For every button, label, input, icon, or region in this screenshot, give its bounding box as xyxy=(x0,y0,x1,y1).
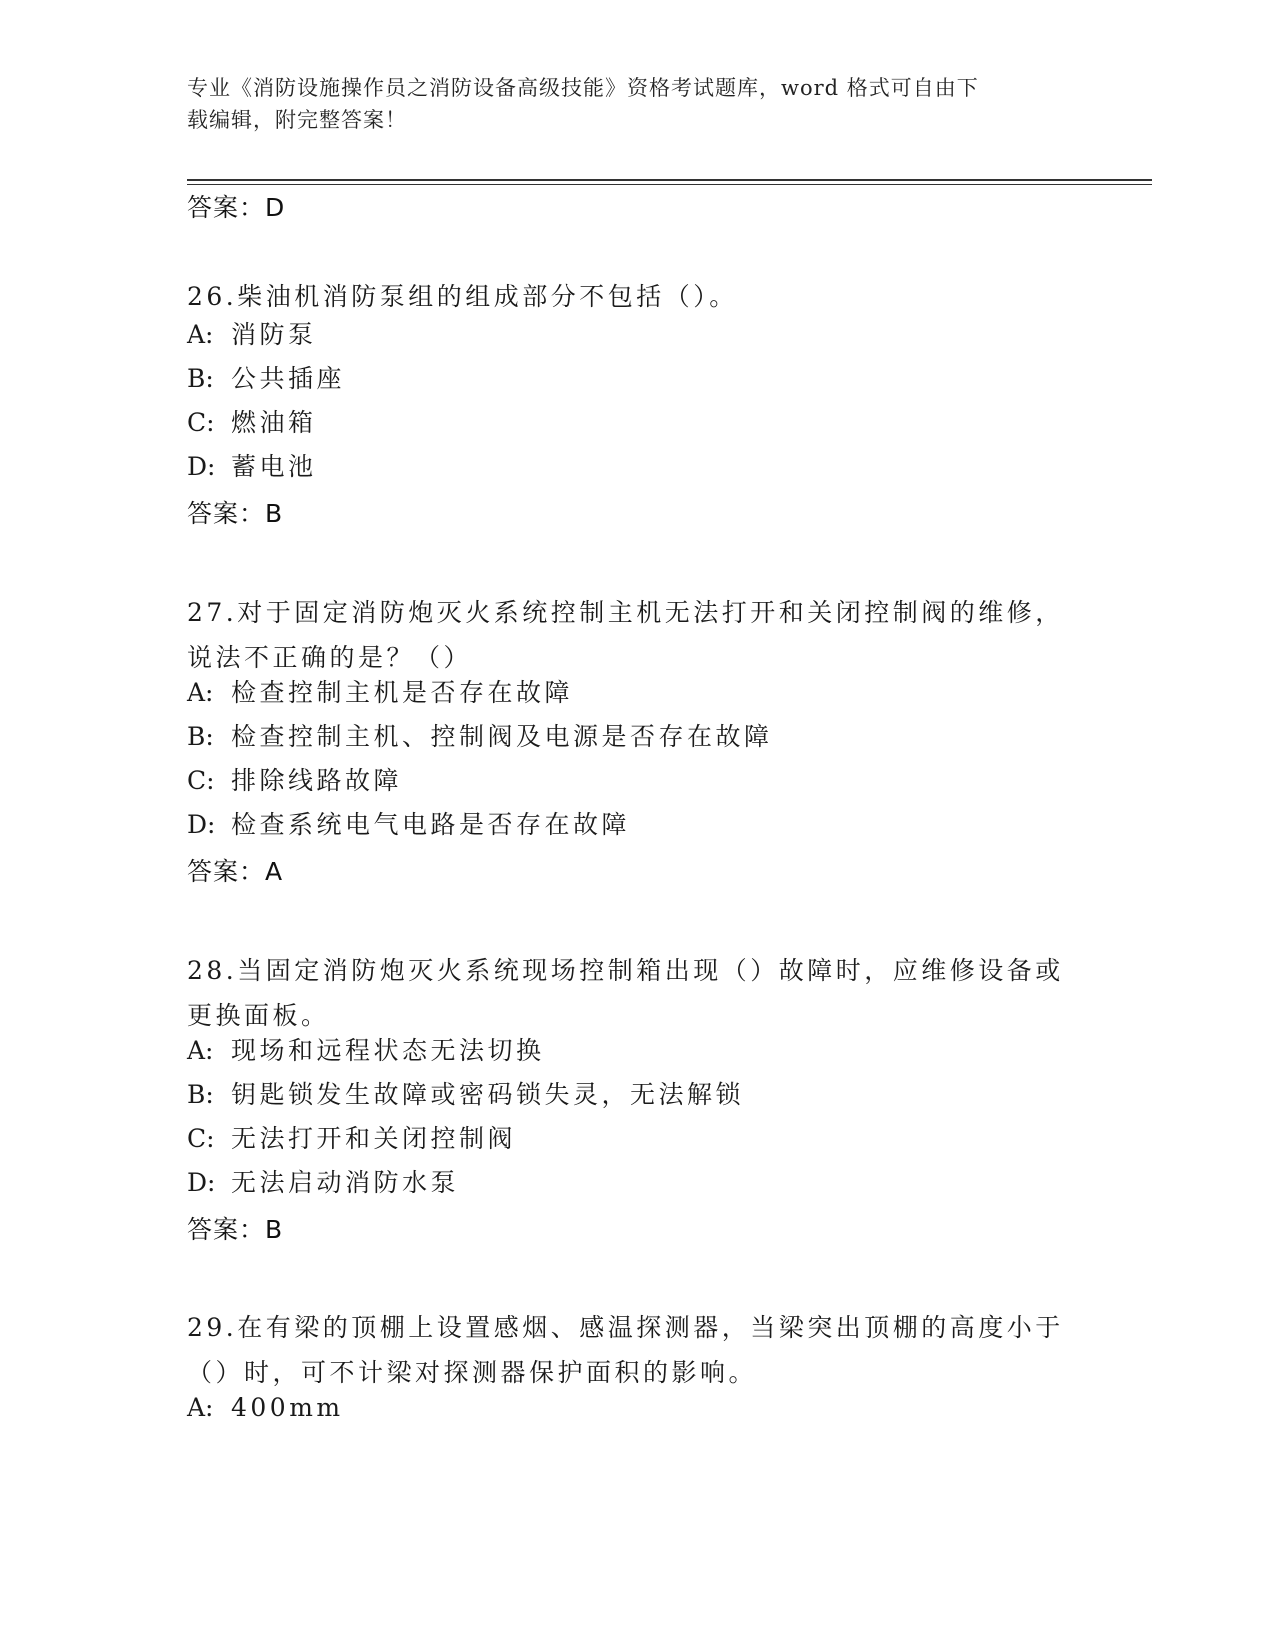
question-27-text: 27.对于固定消防炮灭火系统控制主机无法打开和关闭控制阀的维修，说法不正确的是？（） xyxy=(187,598,1064,672)
question-28-option-d xyxy=(187,1166,459,1200)
option-key: B: xyxy=(187,1080,214,1109)
option-key: B: xyxy=(187,364,214,393)
option-text: 现场和远程状态无法切换 xyxy=(231,1036,545,1065)
option-key: C: xyxy=(187,766,215,795)
option-text: 400mm xyxy=(231,1393,344,1422)
option-key: B: xyxy=(187,722,214,751)
option-text: 消防泵 xyxy=(231,320,317,349)
question-26-option-b xyxy=(187,362,345,396)
question-27-option-b xyxy=(187,720,773,754)
question-28-answer: 答案：B xyxy=(187,1215,284,1244)
header-rule-thin xyxy=(187,184,1152,185)
question-26-option-a xyxy=(187,318,317,352)
question-28-option-c xyxy=(187,1122,516,1156)
question-27-option-d xyxy=(187,808,630,842)
option-text: 检查控制主机是否存在故障 xyxy=(231,678,574,707)
option-text: 燃油箱 xyxy=(231,408,317,437)
answer-line: 答案：D xyxy=(187,193,286,222)
option-text: 检查系统电气电路是否存在故障 xyxy=(231,810,631,839)
option-key: D: xyxy=(187,1168,216,1197)
option-text: 无法打开和关闭控制阀 xyxy=(231,1124,517,1153)
option-key: A: xyxy=(187,1036,214,1065)
document-header xyxy=(187,72,1067,136)
question-28-text: 28.当固定消防炮灭火系统现场控制箱出现（）故障时，应维修设备或更换面板。 xyxy=(187,956,1064,1030)
option-text: 蓄电池 xyxy=(231,452,317,481)
question-27-option-c xyxy=(187,764,402,798)
question-27-answer: 答案：A xyxy=(187,857,284,886)
question-26-answer: 答案：B xyxy=(187,499,284,528)
option-text: 钥匙锁发生故障或密码锁失灵，无法解锁 xyxy=(231,1080,745,1109)
question-26-text: 26.柴油机消防泵组的组成部分不包括（）。 xyxy=(187,282,738,311)
question-28-option-b xyxy=(187,1078,744,1112)
header-line-2: 载编辑，附完整答案！ xyxy=(187,108,407,132)
option-key: A: xyxy=(187,320,214,349)
option-key: D: xyxy=(187,810,216,839)
header-rule-thick xyxy=(187,179,1152,181)
header-line-1: 专业《消防设施操作员之消防设备高级技能》资格考试题库，word 格式可自由下 xyxy=(187,76,979,100)
question-27-option-a xyxy=(187,676,573,710)
question-26-option-c xyxy=(187,406,317,440)
option-text: 检查控制主机、控制阀及电源是否存在故障 xyxy=(231,722,773,751)
option-key: A: xyxy=(187,678,214,707)
option-text: 无法启动消防水泵 xyxy=(231,1168,460,1197)
option-key: C: xyxy=(187,408,215,437)
question-29-text: 29.在有梁的顶棚上设置感烟、感温探测器，当梁突出顶棚的高度小于（）时，可不计梁对探测器保护面积的影响。 xyxy=(187,1313,1064,1387)
option-text: 排除线路故障 xyxy=(231,766,403,795)
option-key: C: xyxy=(187,1124,215,1153)
option-key: D: xyxy=(187,452,216,481)
question-29-option-a xyxy=(187,1391,344,1425)
question-28-option-a xyxy=(187,1034,545,1068)
option-text: 公共插座 xyxy=(231,364,346,393)
question-26-option-d xyxy=(187,450,317,484)
option-key: A: xyxy=(187,1393,214,1422)
